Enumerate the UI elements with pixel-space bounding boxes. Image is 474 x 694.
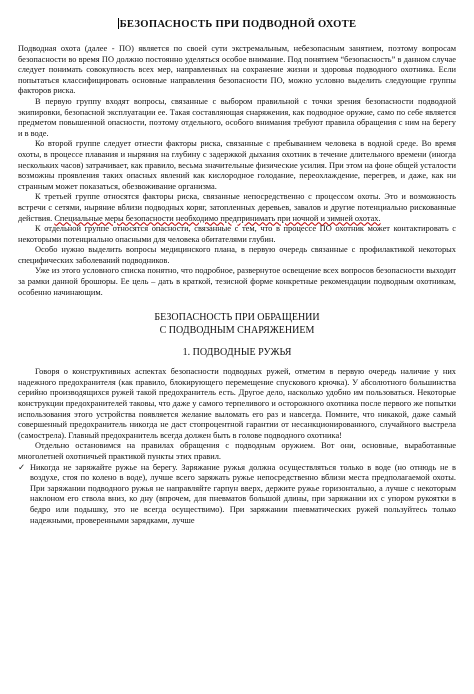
paragraph-group-1: В первую группу входят вопросы, связанные с выбором правильной с точки зрения безопасности подводной экипировки, безопасной эксплуатации ее. Такая составляющая снаряжения, как подводное оружие, само по себе является предметом повышенной опасности, поэтому отдельного, особого внимания требуют правила обращения с ним на берегу и в воде. [18, 96, 456, 138]
checkmark-icon: ✓ [18, 462, 26, 472]
paragraph-rules-intro: Отдельно остановимся на правилах обращения с подводным оружием. Вот они, основные, выработанные многолетней охотничьей практикой пункты этих правил. [18, 441, 456, 461]
paragraph-medical: Особо нужно выделить вопросы медицинского плана, в первую очередь связанные с профилактикой некоторых специфических заболеваний подводников. [18, 245, 456, 265]
paragraph-group-3 [18, 192, 456, 224]
section-heading [18, 312, 456, 337]
section-heading-line-2: С ПОДВОДНЫМ СНАРЯЖЕНИЕМ [159, 324, 315, 336]
paragraph-safety-catch: Говоря о конструктивных аспектах безопасности подводных ружей, отметим в первую очередь наличие у них надежного предохранителя (как правило, блокирующего перемещение спускового крючка). У абсолютного большинства серийно производящихся ружей такой предохранитель есть. Другое дело, насколько удобно им пользоваться. Некоторые конструкции предохранителей таковы, что даже у самого терпеливого и осторожного охотника после первого же попытки использования этого устройства появляется желание выломать его раз и навсегда. Помните, что никакой, даже самый совершенный предохранитель никогда не даст стопроцентной гарантии от несанкционированного, случайного выстрела (самострела). Главный предохранитель всегда должен быть в голове подводного охотника! [18, 367, 456, 440]
list-item [18, 463, 456, 527]
paragraph-group-2: Ко второй группе следует отнести факторы риска, связанные с пребыванием человека в водной среде. Во время охоты, в процессе плавания и ныряния на глубину с задержкой дыхания охотник в течение длительного времени (иногда нескольких часов) затрачивает, как правило, весьма значительные физические усилия. При этом на фоне общей усталости возможны проявления таких опасных явлений как кислородное голодание, переохлаждение, перегрев, и даже, как ни странным может показаться, обезвоживание организма. [18, 139, 456, 191]
section-heading-line-1: БЕЗОПАСНОСТЬ ПРИ ОБРАЩЕНИИ [154, 312, 320, 324]
paragraph-group-3-special: Специальные меры безопасности необходимо предпринимать при ночной и зимней охотах. [54, 213, 381, 223]
rules-list [18, 463, 456, 527]
paragraph-group-4: К отдельной группе относятся опасности, связанные с тем, что в процессе ПО охотник может контактировать с некоторыми потенциально опасными для человека обитателями глубин. [18, 224, 456, 244]
paragraph-scope: Уже из этого условного списка понятно, что подробное, развернутое освещение всех вопросов безопасности выходит за рамки данной брошюры. Ее цель – дать в краткой, тезисной форме конкретные рекомендации подводным охотникам, особенно начинающим. [18, 266, 456, 297]
list-item-text: Никогда не заряжайте ружье на берегу. Заряжание ружья должна осуществляться только в воде (но отнюдь не в воздухе, стоя по колено в воде), лучше всего заряжать ружье непосредственно вблизи места предполагаемой охоты. При заряжании подводного ружья не направляйте гарпун вверх, держите ружье горизонтально, а лучше с некоторым наклоном его ствола вниз, ко дну (впрочем, для пневматов большой длины, при заряжании их с упором рукоятки в бедро или подышку, это не всегда осуществимо). При заряжании пневматических ружей пользуйтесь только надежными, проверенными зарядками, лучше [30, 462, 456, 525]
text-cursor [118, 18, 119, 29]
document-title: БЕЗОПАСНОСТЬ ПРИ ПОДВОДНОЙ ОХОТЕ [119, 19, 357, 30]
paragraph-group-3-text: К третьей группе относятся факторы риска, связанные непосредственно с процессом охоты. Это и возможность встречи с сетями, ныряние вблизи подводных коряг, затопленных деревьев, завалов и другие потенциально рискованные действия. [18, 192, 456, 223]
paragraph-intro: Подводная охота (далее - ПО) является по своей сути экстремальным, небезопасным занятием, поэтому вопросам безопасности во время ПО должно постоянно уделяться особое внимание. Под понятием “безопасность” в данном случае следует понимать совокупность всех мер, направленных на сохранение жизни и здоровья подводного охотника. Если попытаться классифицировать основные направления безопасности ПО, можно условно выделить следующие группы факторов риска. [18, 44, 456, 96]
subsection-heading: 1. ПОДВОДНЫЕ РУЖЬЯ [182, 347, 292, 359]
